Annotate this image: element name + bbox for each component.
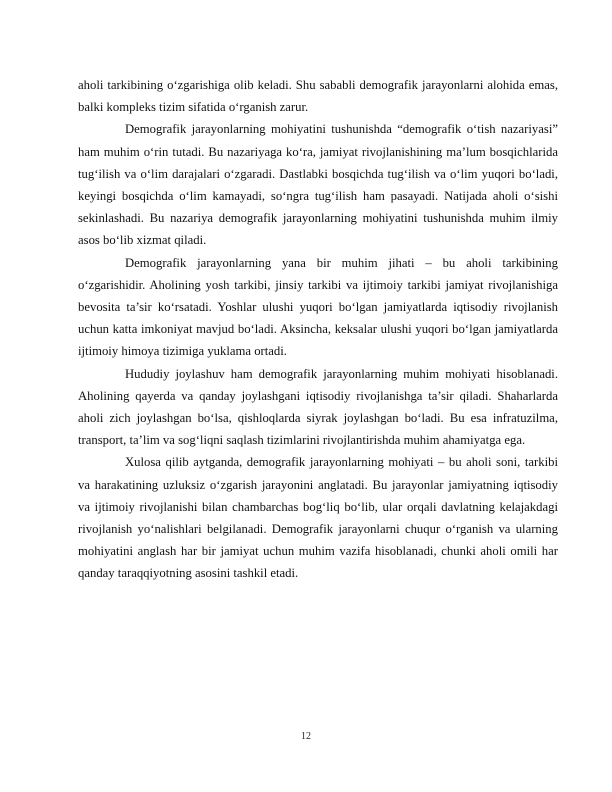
page-number: 12 bbox=[301, 731, 311, 742]
paragraph-population-structure: Demografik jarayonlarning yana bir muhim jihati – bu aholi tarkibining o‘zgarishidir. Aholining yosh tarkibi, jinsiy tarkibi va ijtimoiy tarkibi jamiyat rivojlanishiga bevosita ta’sir ko‘rsatadi. Yoshlar ulushi yuqori bo‘lgan jamiyatlarda iqtisodiy rivojlanish uchun katta imkoniyat mavjud bo‘ladi. Aksincha, keksalar ulushi yuqori bo‘lgan jamiyatlarda ijtimoiy himoya tizimiga yuklama ortadi. bbox=[78, 255, 558, 359]
paragraph-continuation: aholi tarkibining o‘zgarishiga olib keladi. Shu sababli demografik jarayonlarni alohida emas, balki kompleks tizim sifatida o‘rganish zarur. bbox=[78, 78, 558, 115]
paragraph-territorial-distribution: Hududiy joylashuv ham demografik jarayonlarning muhim mohiyati hisoblanadi. Aholining qayerda va qanday joylashgani iqtisodiy rivojlanishga ta’sir qiladi. Shaharlarda aholi zich joylashgan bo‘lsa, qishloqlarda siyrak joylashgan bo‘ladi. Bu esa infratuzilma, transport, ta’lim va sog‘liqni saqlash tizimlarini rivojlantirishda muhim ahamiyatga ega. bbox=[78, 366, 558, 448]
paragraph-demographic-transition: Demografik jarayonlarning mohiyatini tushunishda “demografik o‘tish nazariyasi” ham muhim o‘rin tutadi. Bu nazariyaga ko‘ra, jamiyat rivojlanishining ma’lum bosqichlarida tug‘ilish va o‘lim darajalari o‘zgaradi. Dastlabki bosqichda tug‘ilish va o‘lim yuqori bo‘ladi, keyingi bosqichda o‘lim kamayadi, so‘ngra tug‘ilish ham pasayadi. Natijada aholi o‘sishi sekinlashadi. Bu nazariya demografik jarayonlarning mohiyatini tushunishda muhim ilmiy asos bo‘lib xizmat qiladi. bbox=[78, 122, 558, 248]
document-body bbox=[78, 74, 558, 585]
paragraph-conclusion: Xulosa qilib aytganda, demografik jarayonlarning mohiyati – bu aholi soni, tarkibi va harakatining uzluksiz o‘zgarish jarayonini anglatadi. Bu jarayonlar jamiyatning iqtisodiy va ijtimoiy rivojlanishi bilan chambarchas bog‘liq bo‘lib, ular orqali davlatning kelajakdagi rivojlanish yo‘nalishlari belgilanadi. Demografik jarayonlarni chuqur o‘rganish va ularning mohiyatini anglash har bir jamiyat uchun muhim vazifa hisoblanadi, chunki aholi omili har qanday taraqqiyotning asosini tashkil etadi. bbox=[78, 455, 558, 581]
